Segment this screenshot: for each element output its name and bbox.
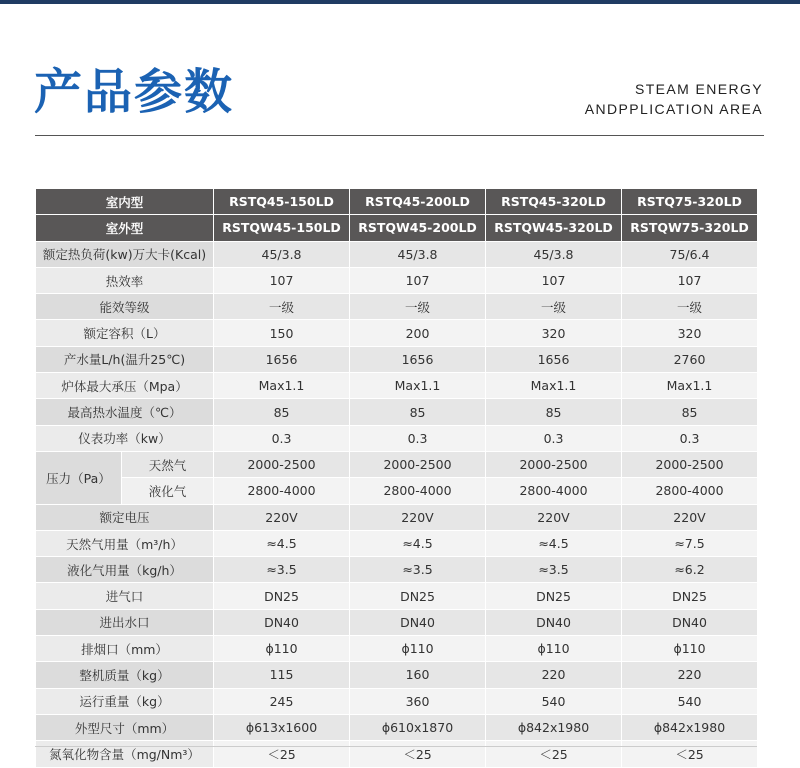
value-cell: 0.3 (622, 425, 758, 451)
value-cell: 107 (214, 267, 350, 293)
table-row (36, 478, 758, 504)
model-name-cell: RSTQ45-200LD (350, 189, 486, 215)
value-cell: 220V (486, 504, 622, 530)
value-cell: 75/6.4 (622, 241, 758, 267)
row-label: 额定热负荷(kw)万大卡(Kcal) (36, 241, 214, 267)
value-cell: 2800-4000 (214, 478, 350, 504)
model-name-cell: RSTQW75-320LD (622, 215, 758, 241)
value-cell: ＜25 (486, 741, 622, 767)
table-row (36, 241, 758, 267)
value-cell: ≈4.5 (486, 530, 622, 556)
value-cell: 320 (486, 320, 622, 346)
value-cell: 0.3 (214, 425, 350, 451)
value-cell: ≈7.5 (622, 530, 758, 556)
value-cell: ϕ842x1980 (486, 714, 622, 740)
header-row-label: 室内型 (36, 189, 214, 215)
row-label: 运行重量（kg） (36, 688, 214, 714)
model-name-cell: RSTQW45-150LD (214, 215, 350, 241)
table-row (36, 636, 758, 662)
value-cell: DN40 (214, 609, 350, 635)
model-name-cell: RSTQ75-320LD (622, 189, 758, 215)
row-label: 仪表功率（kw） (36, 425, 214, 451)
value-cell: 150 (214, 320, 350, 346)
value-cell: Max1.1 (214, 373, 350, 399)
row-label: 排烟口（mm） (36, 636, 214, 662)
value-cell: 0.3 (486, 425, 622, 451)
value-cell: 107 (622, 267, 758, 293)
value-cell: 2800-4000 (486, 478, 622, 504)
value-cell: ≈4.5 (350, 530, 486, 556)
table-row (36, 530, 758, 556)
value-cell: 115 (214, 662, 350, 688)
sub-row-label: 液化气 (122, 478, 214, 504)
value-cell: ϕ610x1870 (350, 714, 486, 740)
value-cell: ≈4.5 (214, 530, 350, 556)
value-cell: 220V (622, 504, 758, 530)
value-cell: 85 (622, 399, 758, 425)
row-label: 氮氧化物含量（mg/Nm³） (36, 741, 214, 767)
value-cell: DN25 (350, 583, 486, 609)
value-cell: 1656 (350, 346, 486, 372)
value-cell: DN25 (622, 583, 758, 609)
value-cell: 0.3 (350, 425, 486, 451)
model-name-cell: RSTQ45-150LD (214, 189, 350, 215)
value-cell: ≈6.2 (622, 557, 758, 583)
row-label: 最高热水温度（℃） (36, 399, 214, 425)
row-label: 额定容积（L） (36, 320, 214, 346)
value-cell: 540 (486, 688, 622, 714)
model-name-cell: RSTQW45-320LD (486, 215, 622, 241)
value-cell: ＜25 (350, 741, 486, 767)
value-cell: 320 (622, 320, 758, 346)
value-cell: 85 (350, 399, 486, 425)
table-row (36, 688, 758, 714)
value-cell: 45/3.8 (350, 241, 486, 267)
value-cell: 一级 (622, 294, 758, 320)
spec-table-body (36, 189, 758, 768)
value-cell: 2000-2500 (486, 451, 622, 477)
table-row (36, 451, 758, 477)
value-cell: 160 (350, 662, 486, 688)
value-cell: DN25 (486, 583, 622, 609)
table-row (36, 267, 758, 293)
value-cell: 107 (486, 267, 622, 293)
value-cell: ϕ613x1600 (214, 714, 350, 740)
row-label: 产水量L/h(温升25℃) (36, 346, 214, 372)
value-cell: 2000-2500 (214, 451, 350, 477)
value-cell: Max1.1 (486, 373, 622, 399)
table-row (36, 320, 758, 346)
value-cell: 220 (622, 662, 758, 688)
value-cell: ϕ110 (350, 636, 486, 662)
value-cell: 220V (214, 504, 350, 530)
page-title: 产品参数 (34, 64, 235, 120)
value-cell: ϕ842x1980 (622, 714, 758, 740)
value-cell: 2000-2500 (622, 451, 758, 477)
value-cell: ϕ110 (214, 636, 350, 662)
value-cell: 245 (214, 688, 350, 714)
row-label: 整机质量（kg） (36, 662, 214, 688)
row-label: 进出水口 (36, 609, 214, 635)
spec-table (35, 188, 758, 768)
table-row (36, 346, 758, 372)
value-cell: 1656 (486, 346, 622, 372)
value-cell: ＜25 (622, 741, 758, 767)
value-cell: 2760 (622, 346, 758, 372)
value-cell: 2000-2500 (350, 451, 486, 477)
row-label: 额定电压 (36, 504, 214, 530)
table-row (36, 662, 758, 688)
value-cell: 2800-4000 (350, 478, 486, 504)
model-name-cell: RSTQW45-200LD (350, 215, 486, 241)
value-cell: 540 (622, 688, 758, 714)
value-cell: 200 (350, 320, 486, 346)
table-row (36, 373, 758, 399)
value-cell: ≈3.5 (350, 557, 486, 583)
header-divider (35, 135, 764, 136)
header-row-label: 室外型 (36, 215, 214, 241)
value-cell: 107 (350, 267, 486, 293)
value-cell: 220 (486, 662, 622, 688)
row-label: 炉体最大承压（Mpa） (36, 373, 214, 399)
value-cell: ϕ110 (622, 636, 758, 662)
row-label: 外型尺寸（mm） (36, 714, 214, 740)
table-header-row (36, 189, 758, 215)
row-label: 液化气用量（kg/h） (36, 557, 214, 583)
value-cell: DN25 (214, 583, 350, 609)
value-cell: 85 (214, 399, 350, 425)
table-bottom-rule (35, 746, 757, 747)
row-label: 热效率 (36, 267, 214, 293)
value-cell: 360 (350, 688, 486, 714)
sub-row-label: 天然气 (122, 451, 214, 477)
top-accent-bar (0, 0, 800, 4)
row-label: 压力（Pa） (36, 451, 122, 504)
table-row (36, 714, 758, 740)
value-cell: DN40 (622, 609, 758, 635)
table-row (36, 504, 758, 530)
subtitle-line-1: STEAM ENERGY (634, 81, 763, 97)
row-label: 进气口 (36, 583, 214, 609)
value-cell: 85 (486, 399, 622, 425)
value-cell: 220V (350, 504, 486, 530)
table-row (36, 741, 758, 767)
value-cell: Max1.1 (622, 373, 758, 399)
value-cell: 2800-4000 (622, 478, 758, 504)
value-cell: DN40 (350, 609, 486, 635)
table-row (36, 399, 758, 425)
value-cell: DN40 (486, 609, 622, 635)
value-cell: ≈3.5 (486, 557, 622, 583)
value-cell: 一级 (214, 294, 350, 320)
model-name-cell: RSTQ45-320LD (486, 189, 622, 215)
value-cell: 45/3.8 (214, 241, 350, 267)
value-cell: ＜25 (214, 741, 350, 767)
value-cell: Max1.1 (350, 373, 486, 399)
page-subtitle (585, 79, 763, 119)
table-row (36, 294, 758, 320)
row-label: 天然气用量（m³/h） (36, 530, 214, 556)
value-cell: 1656 (214, 346, 350, 372)
table-header-row (36, 215, 758, 241)
value-cell: 45/3.8 (486, 241, 622, 267)
table-row (36, 583, 758, 609)
value-cell: 一级 (486, 294, 622, 320)
table-row (36, 609, 758, 635)
subtitle-line-2: ANDPPLICATION AREA (584, 101, 763, 117)
value-cell: ≈3.5 (214, 557, 350, 583)
value-cell: 一级 (350, 294, 486, 320)
row-label: 能效等级 (36, 294, 214, 320)
value-cell: ϕ110 (486, 636, 622, 662)
table-row (36, 557, 758, 583)
table-row (36, 425, 758, 451)
